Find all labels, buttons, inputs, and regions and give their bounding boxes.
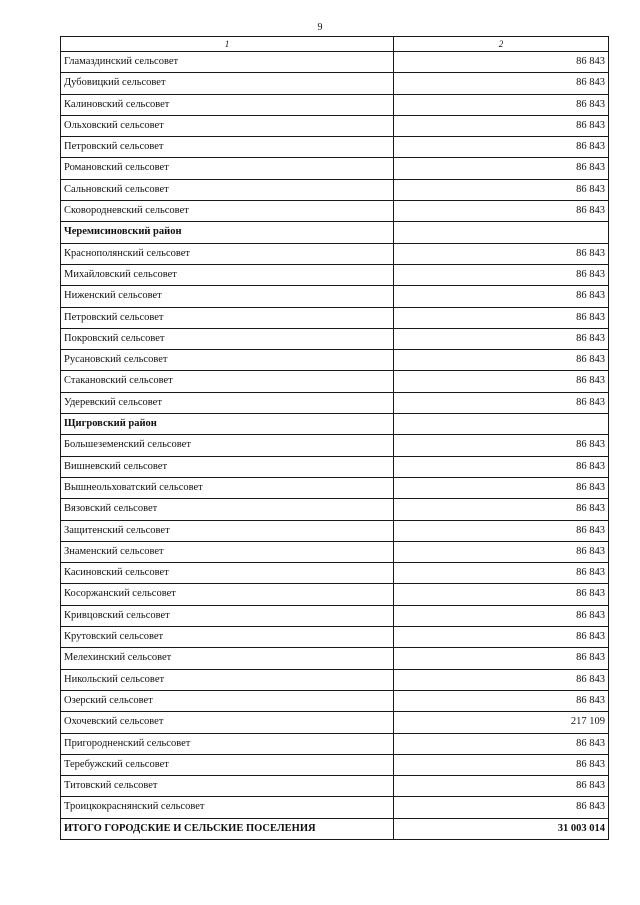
- settlement-name: Крутовский сельсовет: [61, 627, 394, 648]
- table-row: [61, 371, 609, 392]
- table-row: [61, 563, 609, 584]
- settlement-name: Калиновский сельсовет: [61, 94, 394, 115]
- allocation-table: [60, 36, 609, 840]
- table-row: [61, 712, 609, 733]
- allocation-value: 86 843: [394, 499, 609, 520]
- allocation-value: 86 843: [394, 307, 609, 328]
- table-row: [61, 264, 609, 285]
- allocation-value: 86 843: [394, 584, 609, 605]
- settlement-name: Знаменский сельсовет: [61, 541, 394, 562]
- allocation-value: 86 843: [394, 73, 609, 94]
- table-row: [61, 669, 609, 690]
- allocation-value: 86 843: [394, 115, 609, 136]
- settlement-name: Удеревский сельсовет: [61, 392, 394, 413]
- column-header-1: 1: [61, 37, 394, 52]
- table-row: [61, 733, 609, 754]
- settlement-name: Мелехинский сельсовет: [61, 648, 394, 669]
- district-name: Черемисиновский район: [61, 222, 394, 243]
- allocation-value: 86 843: [394, 52, 609, 73]
- column-header-2: 2: [394, 37, 609, 52]
- settlement-name: Петровский сельсовет: [61, 137, 394, 158]
- table-row: [61, 307, 609, 328]
- table-row: [61, 627, 609, 648]
- table-row: [61, 456, 609, 477]
- allocation-value: 86 843: [394, 243, 609, 264]
- settlement-name: Покровский сельсовет: [61, 328, 394, 349]
- settlement-name: Кривцовский сельсовет: [61, 605, 394, 626]
- settlement-name: Титовский сельсовет: [61, 776, 394, 797]
- allocation-value: 86 843: [394, 94, 609, 115]
- settlement-name: Краснополянский сельсовет: [61, 243, 394, 264]
- table-row: [61, 690, 609, 711]
- table-row: [61, 94, 609, 115]
- allocation-value: 86 843: [394, 179, 609, 200]
- table-row: [61, 73, 609, 94]
- table-row: [61, 286, 609, 307]
- allocation-value: 86 843: [394, 286, 609, 307]
- settlement-name: Большеземенский сельсовет: [61, 435, 394, 456]
- district-header-row: [61, 222, 609, 243]
- settlement-name: Вышнеольховатский сельсовет: [61, 477, 394, 498]
- district-name: Щигровский район: [61, 414, 394, 435]
- allocation-value: 86 843: [394, 328, 609, 349]
- settlement-name: Касиновский сельсовет: [61, 563, 394, 584]
- allocation-value: 86 843: [394, 456, 609, 477]
- settlement-name: Русановский сельсовет: [61, 350, 394, 371]
- table-row: [61, 350, 609, 371]
- allocation-value: 86 843: [394, 690, 609, 711]
- allocation-value: 86 843: [394, 541, 609, 562]
- settlement-name: Ниженский сельсовет: [61, 286, 394, 307]
- district-header-row: [61, 414, 609, 435]
- settlement-name: Вязовский сельсовет: [61, 499, 394, 520]
- table-row: [61, 477, 609, 498]
- settlement-name: Теребужский сельсовет: [61, 754, 394, 775]
- settlement-name: Ольховский сельсовет: [61, 115, 394, 136]
- table-row: [61, 137, 609, 158]
- table-row: [61, 605, 609, 626]
- total-row: [61, 818, 609, 839]
- settlement-name: Вишневский сельсовет: [61, 456, 394, 477]
- allocation-value: [394, 414, 609, 435]
- allocation-value: 86 843: [394, 137, 609, 158]
- allocation-value: [394, 222, 609, 243]
- settlement-name: Стакановский сельсовет: [61, 371, 394, 392]
- settlement-name: Косоржанский сельсовет: [61, 584, 394, 605]
- allocation-value: 86 843: [394, 733, 609, 754]
- table-row: [61, 648, 609, 669]
- table-row: [61, 584, 609, 605]
- allocation-value: 86 843: [394, 392, 609, 413]
- table-row: [61, 115, 609, 136]
- settlement-name: Охочевский сельсовет: [61, 712, 394, 733]
- settlement-name: Никольский сельсовет: [61, 669, 394, 690]
- table-row: [61, 158, 609, 179]
- table-row: [61, 754, 609, 775]
- total-value: 31 003 014: [394, 818, 609, 839]
- settlement-name: Дубовицкий сельсовет: [61, 73, 394, 94]
- table-row: [61, 201, 609, 222]
- settlement-name: Озерский сельсовет: [61, 690, 394, 711]
- allocation-value: 86 843: [394, 563, 609, 584]
- allocation-value: 86 843: [394, 669, 609, 690]
- settlement-name: Сальновский сельсовет: [61, 179, 394, 200]
- settlement-name: Михайловский сельсовет: [61, 264, 394, 285]
- settlement-name: Гламаздинский сельсовет: [61, 52, 394, 73]
- settlement-name: Защитенский сельсовет: [61, 520, 394, 541]
- allocation-value: 86 843: [394, 435, 609, 456]
- allocation-value: 86 843: [394, 627, 609, 648]
- table-row: [61, 52, 609, 73]
- allocation-value: 86 843: [394, 201, 609, 222]
- allocation-value: 86 843: [394, 158, 609, 179]
- table-row: [61, 520, 609, 541]
- table-row: [61, 499, 609, 520]
- table-row: [61, 392, 609, 413]
- settlement-name: Пригородненский сельсовет: [61, 733, 394, 754]
- settlement-name: Троицкокраснянский сельсовет: [61, 797, 394, 818]
- table-row: [61, 435, 609, 456]
- allocation-value: 86 843: [394, 520, 609, 541]
- table-header-row: [61, 37, 609, 52]
- allocation-value: 86 843: [394, 648, 609, 669]
- table-row: [61, 243, 609, 264]
- table-row: [61, 797, 609, 818]
- settlement-name: Сковородневский сельсовет: [61, 201, 394, 222]
- page-number: 9: [317, 22, 323, 33]
- allocation-value: 86 843: [394, 605, 609, 626]
- allocation-value: 86 843: [394, 371, 609, 392]
- table-row: [61, 179, 609, 200]
- settlement-name: Петровский сельсовет: [61, 307, 394, 328]
- allocation-value: 86 843: [394, 776, 609, 797]
- allocation-value: 86 843: [394, 797, 609, 818]
- table-row: [61, 776, 609, 797]
- allocation-value: 217 109: [394, 712, 609, 733]
- allocation-value: 86 843: [394, 754, 609, 775]
- settlement-name: Романовский сельсовет: [61, 158, 394, 179]
- table-row: [61, 328, 609, 349]
- table-body: [61, 37, 609, 840]
- allocation-value: 86 843: [394, 350, 609, 371]
- total-label: ИТОГО ГОРОДСКИЕ И СЕЛЬСКИЕ ПОСЕЛЕНИЯ: [61, 818, 394, 839]
- table-row: [61, 541, 609, 562]
- allocation-value: 86 843: [394, 477, 609, 498]
- allocation-value: 86 843: [394, 264, 609, 285]
